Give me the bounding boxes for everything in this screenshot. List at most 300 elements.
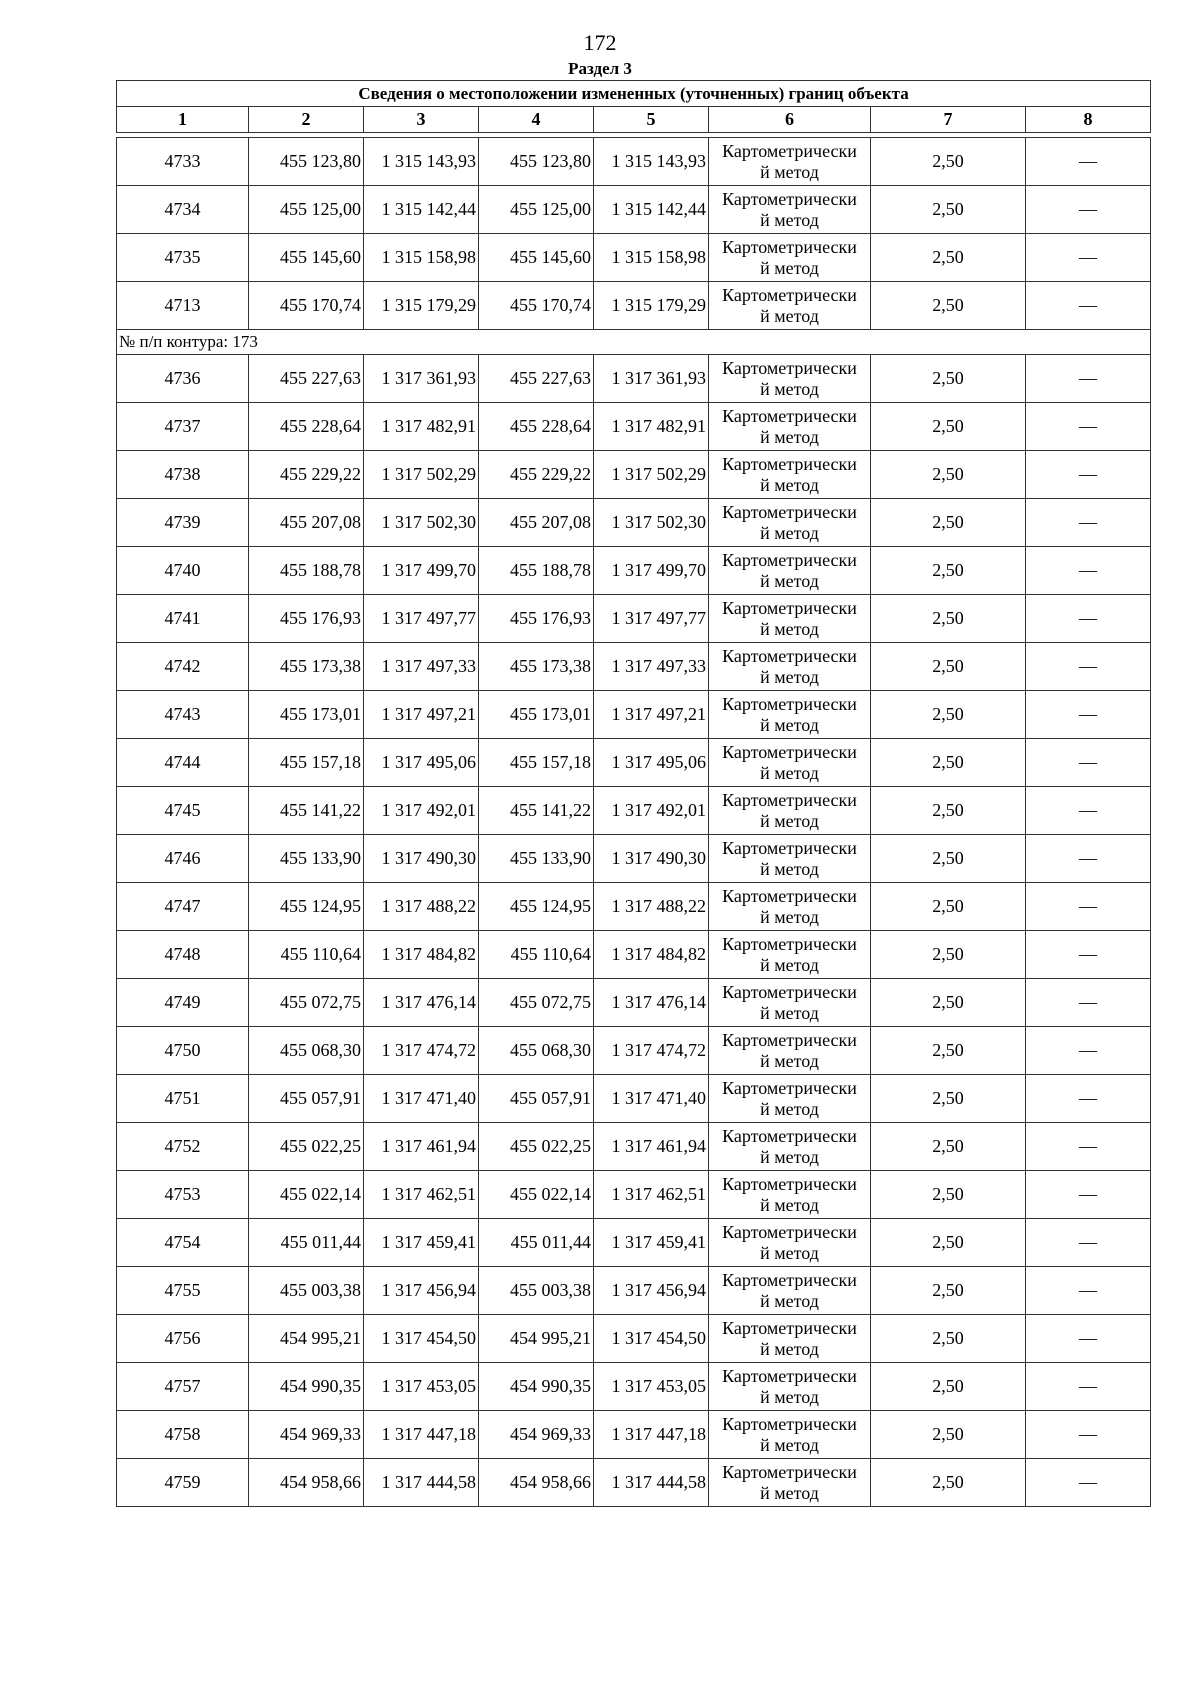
table-row (117, 691, 1151, 739)
point-number: 4757 (117, 1363, 249, 1411)
method-line-1: Картометрически (722, 933, 857, 954)
x-new: 455 176,93 (479, 595, 594, 643)
description-cell: — (1026, 835, 1151, 883)
method-line-1: Картометрически (722, 1461, 857, 1482)
description-cell: — (1026, 979, 1151, 1027)
method-line-1: Картометрически (722, 693, 857, 714)
y-existing: 1 315 142,44 (364, 186, 479, 234)
y-new: 1 317 444,58 (594, 1459, 709, 1507)
point-number: 4747 (117, 883, 249, 931)
method-line-2: й метод (760, 810, 819, 831)
precision-cell: 2,50 (871, 403, 1026, 451)
method-line-2: й метод (760, 1482, 819, 1503)
method-cell (709, 138, 871, 186)
point-number: 4741 (117, 595, 249, 643)
y-new: 1 317 474,72 (594, 1027, 709, 1075)
precision-cell: 2,50 (871, 931, 1026, 979)
table-row (117, 979, 1151, 1027)
description-cell: — (1026, 1171, 1151, 1219)
table-row (117, 1315, 1151, 1363)
table-row (117, 787, 1151, 835)
precision-cell: 2,50 (871, 1267, 1026, 1315)
method-cell (709, 1363, 871, 1411)
y-new: 1 317 488,22 (594, 883, 709, 931)
y-new: 1 317 476,14 (594, 979, 709, 1027)
y-new: 1 315 158,98 (594, 234, 709, 282)
y-existing: 1 317 492,01 (364, 787, 479, 835)
x-existing: 455 173,38 (249, 643, 364, 691)
rows-after-contour (117, 355, 1151, 1507)
method-line-2: й метод (760, 954, 819, 975)
y-new: 1 317 495,06 (594, 739, 709, 787)
x-existing: 455 207,08 (249, 499, 364, 547)
table-row (117, 1219, 1151, 1267)
description-cell: — (1026, 1123, 1151, 1171)
y-new: 1 317 471,40 (594, 1075, 709, 1123)
x-existing: 455 022,14 (249, 1171, 364, 1219)
x-new: 455 133,90 (479, 835, 594, 883)
y-new: 1 317 492,01 (594, 787, 709, 835)
description-cell: — (1026, 931, 1151, 979)
x-new: 455 011,44 (479, 1219, 594, 1267)
table-row (117, 1363, 1151, 1411)
method-cell (709, 979, 871, 1027)
x-existing: 454 958,66 (249, 1459, 364, 1507)
method-cell (709, 1075, 871, 1123)
table-row (117, 355, 1151, 403)
point-number: 4736 (117, 355, 249, 403)
precision-cell: 2,50 (871, 1075, 1026, 1123)
y-existing: 1 317 462,51 (364, 1171, 479, 1219)
method-line-1: Картометрически (722, 837, 857, 858)
method-cell (709, 691, 871, 739)
precision-cell: 2,50 (871, 186, 1026, 234)
method-line-2: й метод (760, 1146, 819, 1167)
y-existing: 1 317 461,94 (364, 1123, 479, 1171)
method-cell (709, 282, 871, 330)
x-new: 455 124,95 (479, 883, 594, 931)
table-row (117, 282, 1151, 330)
method-line-1: Картометрически (722, 1317, 857, 1338)
x-existing: 455 157,18 (249, 739, 364, 787)
x-new: 455 123,80 (479, 138, 594, 186)
x-existing: 455 227,63 (249, 355, 364, 403)
y-new: 1 317 447,18 (594, 1411, 709, 1459)
description-cell: — (1026, 1459, 1151, 1507)
precision-cell: 2,50 (871, 1363, 1026, 1411)
method-line-1: Картометрически (722, 1269, 857, 1290)
x-new: 455 157,18 (479, 739, 594, 787)
y-new: 1 315 143,93 (594, 138, 709, 186)
x-existing: 455 176,93 (249, 595, 364, 643)
point-number: 4745 (117, 787, 249, 835)
x-new: 455 170,74 (479, 282, 594, 330)
y-new: 1 317 484,82 (594, 931, 709, 979)
x-new: 454 990,35 (479, 1363, 594, 1411)
method-line-1: Картометрически (722, 789, 857, 810)
table-row (117, 186, 1151, 234)
x-new: 455 207,08 (479, 499, 594, 547)
x-existing: 455 229,22 (249, 451, 364, 499)
y-existing: 1 317 471,40 (364, 1075, 479, 1123)
table-row (117, 1027, 1151, 1075)
method-line-1: Картометрически (722, 1173, 857, 1194)
y-new: 1 317 497,77 (594, 595, 709, 643)
y-existing: 1 317 495,06 (364, 739, 479, 787)
precision-cell: 2,50 (871, 787, 1026, 835)
point-number: 4733 (117, 138, 249, 186)
table-row (117, 643, 1151, 691)
description-cell: — (1026, 739, 1151, 787)
point-number: 4744 (117, 739, 249, 787)
method-line-2: й метод (760, 1194, 819, 1215)
table-row (117, 1171, 1151, 1219)
description-cell: — (1026, 691, 1151, 739)
method-cell (709, 499, 871, 547)
description-cell: — (1026, 403, 1151, 451)
description-cell: — (1026, 1267, 1151, 1315)
table-row (117, 499, 1151, 547)
y-new: 1 315 142,44 (594, 186, 709, 234)
point-number: 4739 (117, 499, 249, 547)
y-new: 1 317 482,91 (594, 403, 709, 451)
y-existing: 1 317 499,70 (364, 547, 479, 595)
x-existing: 455 068,30 (249, 1027, 364, 1075)
x-new: 455 003,38 (479, 1267, 594, 1315)
x-new: 454 969,33 (479, 1411, 594, 1459)
method-line-2: й метод (760, 522, 819, 543)
precision-cell: 2,50 (871, 138, 1026, 186)
x-existing: 455 022,25 (249, 1123, 364, 1171)
description-cell: — (1026, 499, 1151, 547)
method-cell (709, 186, 871, 234)
method-line-1: Картометрически (722, 1413, 857, 1434)
column-number: 6 (709, 107, 871, 133)
point-number: 4751 (117, 1075, 249, 1123)
precision-cell: 2,50 (871, 1459, 1026, 1507)
method-cell (709, 234, 871, 282)
method-line-1: Картометрически (722, 501, 857, 522)
x-existing: 455 188,78 (249, 547, 364, 595)
precision-cell: 2,50 (871, 499, 1026, 547)
y-existing: 1 317 490,30 (364, 835, 479, 883)
method-cell (709, 403, 871, 451)
table-row (117, 1123, 1151, 1171)
x-existing: 455 173,01 (249, 691, 364, 739)
contour-label: № п/п контура: 173 (117, 330, 1151, 355)
y-existing: 1 317 497,33 (364, 643, 479, 691)
x-existing: 455 003,38 (249, 1267, 364, 1315)
method-line-1: Картометрически (722, 741, 857, 762)
x-existing: 455 057,91 (249, 1075, 364, 1123)
description-cell: — (1026, 643, 1151, 691)
table-row (117, 595, 1151, 643)
description-cell: — (1026, 234, 1151, 282)
table-row (117, 1075, 1151, 1123)
precision-cell: 2,50 (871, 643, 1026, 691)
method-cell (709, 739, 871, 787)
y-existing: 1 317 454,50 (364, 1315, 479, 1363)
y-new: 1 317 499,70 (594, 547, 709, 595)
y-existing: 1 317 502,29 (364, 451, 479, 499)
page-number: 172 (583, 30, 617, 55)
method-line-2: й метод (760, 570, 819, 591)
method-line-1: Картометрически (722, 405, 857, 426)
x-new: 454 995,21 (479, 1315, 594, 1363)
method-cell (709, 595, 871, 643)
precision-cell: 2,50 (871, 1027, 1026, 1075)
method-line-1: Картометрически (722, 357, 857, 378)
y-existing: 1 317 361,93 (364, 355, 479, 403)
method-cell (709, 1027, 871, 1075)
precision-cell: 2,50 (871, 739, 1026, 787)
method-line-2: й метод (760, 305, 819, 326)
x-existing: 454 990,35 (249, 1363, 364, 1411)
method-line-2: й метод (760, 209, 819, 230)
y-new: 1 317 453,05 (594, 1363, 709, 1411)
method-line-1: Картометрически (722, 140, 857, 161)
method-line-2: й метод (760, 474, 819, 495)
description-cell: — (1026, 355, 1151, 403)
x-new: 455 110,64 (479, 931, 594, 979)
table-row (117, 835, 1151, 883)
precision-cell: 2,50 (871, 282, 1026, 330)
method-cell (709, 835, 871, 883)
x-existing: 455 228,64 (249, 403, 364, 451)
column-number: 4 (479, 107, 594, 133)
column-number: 3 (364, 107, 479, 133)
method-line-1: Картометрически (722, 1029, 857, 1050)
section-title: Раздел 3 (568, 59, 632, 78)
x-new: 455 188,78 (479, 547, 594, 595)
method-line-1: Картометрически (722, 645, 857, 666)
method-cell (709, 1411, 871, 1459)
y-new: 1 317 361,93 (594, 355, 709, 403)
point-number: 4743 (117, 691, 249, 739)
y-existing: 1 317 456,94 (364, 1267, 479, 1315)
column-number-row (117, 107, 1151, 133)
method-line-2: й метод (760, 618, 819, 639)
x-new: 455 173,38 (479, 643, 594, 691)
y-existing: 1 317 444,58 (364, 1459, 479, 1507)
precision-cell: 2,50 (871, 234, 1026, 282)
y-new: 1 317 461,94 (594, 1123, 709, 1171)
method-line-2: й метод (760, 714, 819, 735)
method-line-1: Картометрически (722, 284, 857, 305)
y-existing: 1 317 488,22 (364, 883, 479, 931)
point-number: 4749 (117, 979, 249, 1027)
method-line-1: Картометрически (722, 188, 857, 209)
method-line-2: й метод (760, 906, 819, 927)
x-existing: 455 124,95 (249, 883, 364, 931)
method-cell (709, 931, 871, 979)
y-new: 1 317 459,41 (594, 1219, 709, 1267)
x-new: 455 173,01 (479, 691, 594, 739)
table-caption: Сведения о местоположении измененных (уточненных) границ объекта (117, 81, 1151, 107)
method-cell (709, 787, 871, 835)
rows-before-contour (117, 138, 1151, 330)
precision-cell: 2,50 (871, 883, 1026, 931)
method-line-2: й метод (760, 1050, 819, 1071)
method-line-2: й метод (760, 1338, 819, 1359)
x-new: 455 228,64 (479, 403, 594, 451)
coordinates-table (116, 80, 1151, 1507)
x-new: 455 125,00 (479, 186, 594, 234)
x-new: 454 958,66 (479, 1459, 594, 1507)
y-existing: 1 317 482,91 (364, 403, 479, 451)
point-number: 4746 (117, 835, 249, 883)
method-line-2: й метод (760, 1098, 819, 1119)
description-cell: — (1026, 138, 1151, 186)
precision-cell: 2,50 (871, 835, 1026, 883)
method-line-2: й метод (760, 1386, 819, 1407)
method-cell (709, 643, 871, 691)
table-row (117, 1459, 1151, 1507)
y-existing: 1 315 158,98 (364, 234, 479, 282)
point-number: 4755 (117, 1267, 249, 1315)
description-cell: — (1026, 1219, 1151, 1267)
point-number: 4756 (117, 1315, 249, 1363)
precision-cell: 2,50 (871, 451, 1026, 499)
method-cell (709, 883, 871, 931)
contour-row (117, 330, 1151, 355)
point-number: 4742 (117, 643, 249, 691)
method-line-2: й метод (760, 762, 819, 783)
column-number: 8 (1026, 107, 1151, 133)
method-line-2: й метод (760, 426, 819, 447)
x-existing: 455 110,64 (249, 931, 364, 979)
table-row (117, 931, 1151, 979)
precision-cell: 2,50 (871, 979, 1026, 1027)
method-cell (709, 1123, 871, 1171)
table-row (117, 883, 1151, 931)
description-cell: — (1026, 787, 1151, 835)
method-line-1: Картометрически (722, 885, 857, 906)
y-new: 1 317 502,29 (594, 451, 709, 499)
x-new: 455 141,22 (479, 787, 594, 835)
column-number: 5 (594, 107, 709, 133)
y-new: 1 317 490,30 (594, 835, 709, 883)
y-new: 1 315 179,29 (594, 282, 709, 330)
column-number: 2 (249, 107, 364, 133)
y-new: 1 317 497,33 (594, 643, 709, 691)
x-existing: 454 995,21 (249, 1315, 364, 1363)
x-new: 455 022,14 (479, 1171, 594, 1219)
point-number: 4759 (117, 1459, 249, 1507)
x-existing: 455 141,22 (249, 787, 364, 835)
description-cell: — (1026, 1027, 1151, 1075)
description-cell: — (1026, 186, 1151, 234)
table-row (117, 547, 1151, 595)
table-row (117, 403, 1151, 451)
precision-cell: 2,50 (871, 595, 1026, 643)
method-line-2: й метод (760, 1002, 819, 1023)
description-cell: — (1026, 883, 1151, 931)
table-row (117, 1267, 1151, 1315)
description-cell: — (1026, 1315, 1151, 1363)
description-cell: — (1026, 1075, 1151, 1123)
point-number: 4737 (117, 403, 249, 451)
y-existing: 1 317 453,05 (364, 1363, 479, 1411)
y-new: 1 317 454,50 (594, 1315, 709, 1363)
x-new: 455 145,60 (479, 234, 594, 282)
table-row (117, 138, 1151, 186)
method-line-2: й метод (760, 1434, 819, 1455)
precision-cell: 2,50 (871, 1171, 1026, 1219)
x-new: 455 068,30 (479, 1027, 594, 1075)
point-number: 4738 (117, 451, 249, 499)
x-existing: 455 123,80 (249, 138, 364, 186)
method-line-1: Картометрически (722, 549, 857, 570)
precision-cell: 2,50 (871, 691, 1026, 739)
y-new: 1 317 502,30 (594, 499, 709, 547)
method-line-2: й метод (760, 666, 819, 687)
y-new: 1 317 462,51 (594, 1171, 709, 1219)
method-line-2: й метод (760, 161, 819, 182)
method-cell (709, 1315, 871, 1363)
x-existing: 455 170,74 (249, 282, 364, 330)
y-existing: 1 315 179,29 (364, 282, 479, 330)
point-number: 4734 (117, 186, 249, 234)
description-cell: — (1026, 595, 1151, 643)
point-number: 4713 (117, 282, 249, 330)
description-cell: — (1026, 282, 1151, 330)
point-number: 4753 (117, 1171, 249, 1219)
point-number: 4754 (117, 1219, 249, 1267)
x-existing: 455 133,90 (249, 835, 364, 883)
y-existing: 1 317 502,30 (364, 499, 479, 547)
point-number: 4748 (117, 931, 249, 979)
method-line-2: й метод (760, 858, 819, 879)
description-cell: — (1026, 547, 1151, 595)
method-line-2: й метод (760, 1290, 819, 1311)
x-existing: 455 125,00 (249, 186, 364, 234)
point-number: 4752 (117, 1123, 249, 1171)
method-line-1: Картометрически (722, 597, 857, 618)
table-row (117, 451, 1151, 499)
y-new: 1 317 456,94 (594, 1267, 709, 1315)
method-line-1: Картометрически (722, 981, 857, 1002)
point-number: 4735 (117, 234, 249, 282)
y-existing: 1 317 474,72 (364, 1027, 479, 1075)
precision-cell: 2,50 (871, 1123, 1026, 1171)
method-line-1: Картометрически (722, 236, 857, 257)
description-cell: — (1026, 1411, 1151, 1459)
y-existing: 1 317 447,18 (364, 1411, 479, 1459)
y-existing: 1 317 497,21 (364, 691, 479, 739)
x-existing: 455 145,60 (249, 234, 364, 282)
x-existing: 455 011,44 (249, 1219, 364, 1267)
method-cell (709, 1459, 871, 1507)
column-number: 1 (117, 107, 249, 133)
method-line-2: й метод (760, 1242, 819, 1263)
method-cell (709, 355, 871, 403)
y-existing: 1 317 459,41 (364, 1219, 479, 1267)
x-existing: 455 072,75 (249, 979, 364, 1027)
description-cell: — (1026, 451, 1151, 499)
x-new: 455 227,63 (479, 355, 594, 403)
method-line-1: Картометрически (722, 453, 857, 474)
method-cell (709, 1219, 871, 1267)
x-new: 455 229,22 (479, 451, 594, 499)
x-new: 455 022,25 (479, 1123, 594, 1171)
description-cell: — (1026, 1363, 1151, 1411)
method-line-1: Картометрически (722, 1077, 857, 1098)
table-row (117, 739, 1151, 787)
point-number: 4750 (117, 1027, 249, 1075)
method-cell (709, 451, 871, 499)
column-number: 7 (871, 107, 1026, 133)
